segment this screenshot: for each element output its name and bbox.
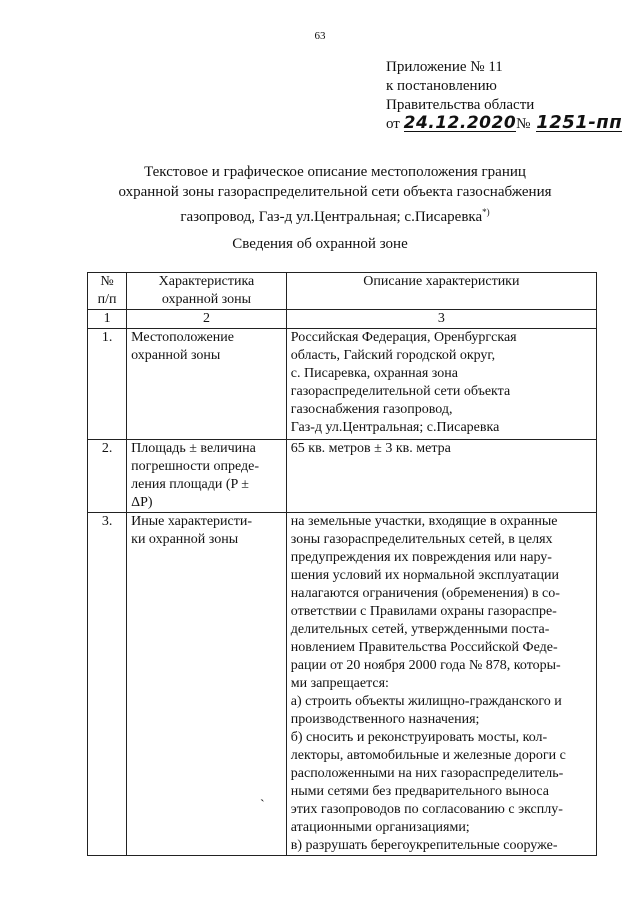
table-header-row xyxy=(88,273,597,310)
index-cell-1: 1 xyxy=(88,310,127,329)
header-number: № п/п xyxy=(88,273,127,310)
title-line-3-text: газопровод, Газ-д ул.Центральная; с.Писаревка xyxy=(180,209,483,225)
appendix-line-3: Правительства области xyxy=(386,97,535,113)
header-description: Описание характеристики xyxy=(286,273,596,310)
appendix-line-1: Приложение № 11 xyxy=(386,59,503,75)
document-title xyxy=(60,162,610,227)
title-line-2: охранной зоны газораспределительной сети объекта газоснабжения xyxy=(118,184,552,200)
table-index-row xyxy=(88,310,597,329)
title-line-3 xyxy=(60,202,610,227)
index-cell-3: 3 xyxy=(286,310,596,329)
number-prefix: № xyxy=(516,116,531,132)
table-row xyxy=(88,513,597,856)
handwritten-number: 1251-пп xyxy=(536,112,623,133)
row-characteristic: Иные характеристи- ки охранной зоны xyxy=(127,513,287,856)
page-number: 63 xyxy=(314,30,326,42)
handwritten-date: 24.12.2020 xyxy=(403,113,517,133)
index-cell-2: 2 xyxy=(127,310,287,329)
table-row xyxy=(88,329,597,440)
date-prefix: от xyxy=(386,116,400,132)
row-description: 65 кв. метров ± 3 кв. метра xyxy=(286,440,596,513)
row-characteristic: Местоположение охранной зоны xyxy=(127,329,287,440)
header-characteristic: Характеристика охранной зоны xyxy=(127,273,287,310)
stray-mark: ` xyxy=(260,798,265,813)
title-line-1: Текстовое и графическое описание местоположения границ xyxy=(144,164,526,180)
appendix-line-2: к постановлению xyxy=(386,78,497,94)
appendix-header xyxy=(386,58,622,134)
row-description: Российская Федерация, Оренбургская область, Гайский городской округ, с. Писаревка, охранная зона газораспределительной сети объекта газоснабжения газопровод, Газ-д ул.Центральная; с.Писаревка xyxy=(286,329,596,440)
row-number: 1. xyxy=(88,329,127,440)
section-subtitle: Сведения об охранной зоне xyxy=(232,236,408,252)
protected-zone-table xyxy=(87,272,597,856)
appendix-date-row xyxy=(386,112,623,134)
row-number: 2. xyxy=(88,440,127,513)
row-number: 3. xyxy=(88,513,127,856)
footnote-mark: *) xyxy=(482,207,490,217)
row-characteristic: Площадь ± величина погрешности опреде- ления площади (P ± ΔP) xyxy=(127,440,287,513)
row-description: на земельные участки, входящие в охранные зоны газораспределительных сетей, в целях предупреждения их повреждения или нару- шения условий их нормальной эксплуатации налагаются ограничения (обременения) в со- ответствии с Правилами охраны газораспре- делительных сетей, утвержденными поста- новлением Правительства Российской Феде- рации от 20 ноября 2000 года № 878, которы- ми запрещается: а) строить объекты жилищно-гражданского и производственного назначения; б) сносить и реконструировать мосты, кол- лекторы, автомобильные и железные дороги с расположенными на них газораспределитель- ными сетями без предварительного выноса этих газопроводов по согласованию с эксплу- атационными организациями; в) разрушать берегоукрепительные сооруже- xyxy=(286,513,596,856)
table-row xyxy=(88,440,597,513)
